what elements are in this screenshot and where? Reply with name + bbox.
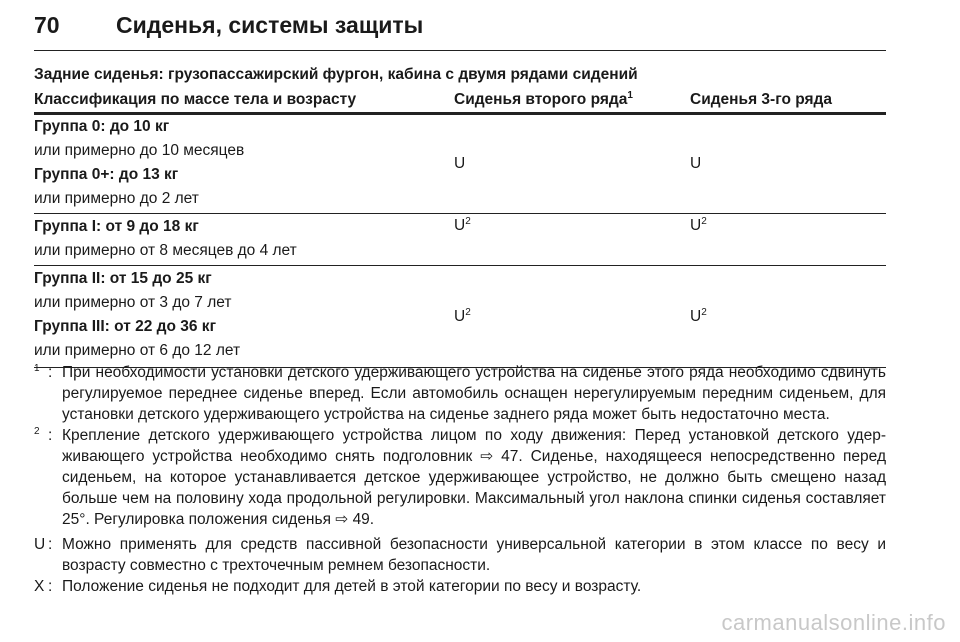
footnote-key: 2 <box>34 426 40 437</box>
suitability-value: U <box>690 155 702 172</box>
table-row <box>34 114 886 214</box>
footnote-ref: 2 <box>701 215 707 227</box>
footnote <box>34 425 886 530</box>
legend-separator: : <box>48 578 53 595</box>
second-row-cell <box>454 214 690 266</box>
legend-key: X <box>34 578 45 595</box>
footnote-ref: 2 <box>701 306 707 318</box>
second-row-cell <box>454 266 690 368</box>
footnote-separator: : <box>48 427 53 444</box>
suitability-value: U <box>454 217 466 234</box>
suitability-value: U <box>690 307 702 325</box>
classification-cell <box>34 266 454 368</box>
suitability-value: U <box>690 217 702 234</box>
group-name: Группа I: от 9 до 18 кг <box>34 218 199 235</box>
column-header-third-row: Сиденья 3-го ряда <box>690 88 886 114</box>
third-row-cell <box>690 214 886 266</box>
suitability-value: U <box>454 307 466 325</box>
table-header-row <box>34 88 886 114</box>
footnote-ref: 1 <box>627 89 633 101</box>
legend <box>34 534 886 597</box>
classification-cell <box>34 114 454 214</box>
group-age: или примерно от 8 месяцев до 4 лет <box>34 242 297 259</box>
suitability-value: U <box>454 155 466 172</box>
third-row-cell <box>690 266 886 368</box>
footnote-key: 1 <box>34 363 40 374</box>
table-row <box>34 214 886 266</box>
section-subtitle: Задние сиденья: грузопассажирский фургон, кабина с двумя рядами сидений <box>34 66 638 83</box>
child-seat-table <box>34 88 886 368</box>
column-header-second-row <box>454 88 690 114</box>
legend-key: U <box>34 536 46 553</box>
legend-text: Положение сиденья не подходит для детей в этой категории по весу и возрасту. <box>62 578 642 595</box>
footnote-ref: 2 <box>465 306 471 318</box>
group-age: или примерно от 6 до 12 лет <box>34 342 241 359</box>
group-name: Группа 0: до 10 кг <box>34 118 170 135</box>
footnote-text: При необходимости установки детского удерживающего устройства на сиденье этого ряда необходимо сдвинуть регулируемое переднее сиденье вперед. Если автомобиль оснащен нерегулируемым передним сиденьем, для установки детского удерживающего устройства на сиденье заднего ряда может быть недостаточно места. <box>62 364 886 423</box>
legend-text: Можно применять для средств пассивной безопасности универсальной категории в этом классе по весу и возрасту совместно с трехточечным ремнем безопасности. <box>62 536 886 574</box>
footnote <box>34 362 886 425</box>
footnote-text: Крепление детского удерживающего устройства лицом по ходу движения: Перед установкой детского удерживающего устройства необходимо снять подголовник ⇨ 47. Сиденье, находящееся непосредственно перед сиденьем, на которое устанавливается детское удерживающее устройство, не должно быть смещено назад больше чем на половину хода продольной регулировки. Максимальный угол наклона спинки сиденья составляет 25°. Регулировка положения сиденья ⇨ 49. <box>62 427 886 528</box>
footnote-ref: 2 <box>465 215 471 227</box>
group-name: Группа 0+: до 13 кг <box>34 166 179 183</box>
page-header <box>34 6 886 51</box>
page-number: 70 <box>34 12 60 38</box>
group-age: или примерно от 3 до 7 лет <box>34 294 232 311</box>
third-row-cell <box>690 114 886 214</box>
second-row-cell <box>454 114 690 214</box>
group-age: или примерно до 10 месяцев <box>34 142 245 159</box>
column-header-second-row-label: Сиденья второго ряда <box>454 91 628 108</box>
legend-item <box>34 534 886 576</box>
legend-separator: : <box>48 536 53 553</box>
table-row <box>34 266 886 368</box>
watermark: carmanualsonline.info <box>721 610 946 635</box>
page-title: Сиденья, системы защиты <box>116 12 424 38</box>
group-name: Группа II: от 15 до 25 кг <box>34 270 212 287</box>
legend-item <box>34 576 886 597</box>
footnotes <box>34 362 886 530</box>
footnote-separator: : <box>48 364 53 381</box>
classification-cell <box>34 214 454 266</box>
group-age: или примерно до 2 лет <box>34 190 199 207</box>
column-header-classification: Классификация по массе тела и возрасту <box>34 88 454 114</box>
group-name: Группа III: от 22 до 36 кг <box>34 318 217 335</box>
